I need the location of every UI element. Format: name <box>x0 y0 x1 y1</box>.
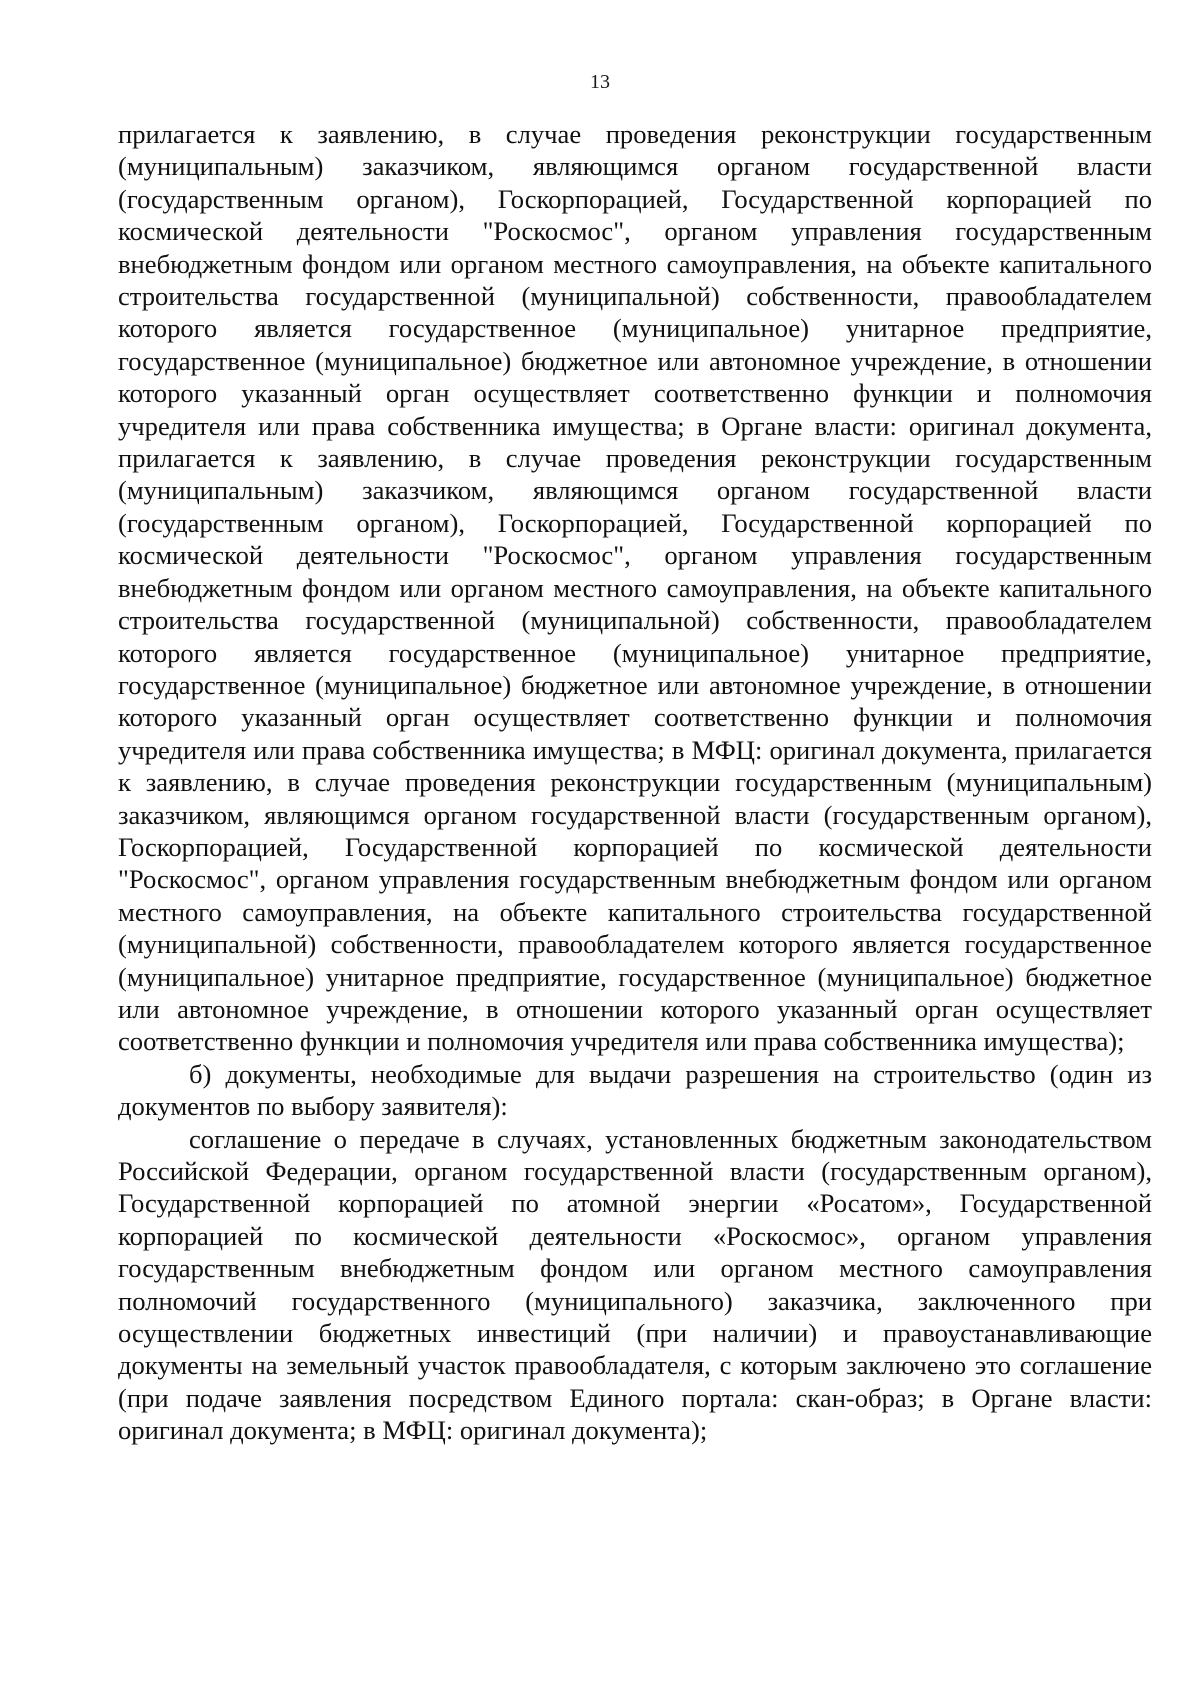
paragraph-item-b: б) документы, необходимые для выдачи разрешения на строительство (один из документов по выбору заявителя): <box>118 1058 1152 1122</box>
page-number: 13 <box>590 71 610 93</box>
document-body <box>118 118 1152 1447</box>
paragraph-agreement: соглашение о передаче в случаях, установленных бюджетным законодательством Российской Федерации, органом государственной власти (государственным органом), Государственной корпорацией по атомной энергии «Росатом», Государственной корпорацией по космической деятельности «Роскосмос», органом управления государственным внебюджетным фондом или органом местного самоуправления полномочий государственного (муниципального) заказчика, заключенного при осуществлении бюджетных инвестиций (при наличии) и правоустанавливающие документы на земельный участок правообладателя, с которым заключено это соглашение (при подаче заявления посредством Единого портала: скан-образ; в Органе власти: оригинал документа; в МФЦ: оригинал документа); <box>118 1123 1152 1446</box>
paragraph-continuation: прилагается к заявлению, в случае проведения реконструкции государственным (муниципальным) заказчиком, являющимся органом государственной власти (государственным органом), Госкорпорацией, Государственной корпорацией по космической деятельности "Роскосмос", органом управления государственным внебюджетным фондом или органом местного самоуправления, на объекте капитального строительства государственной (муниципальной) собственности, правообладателем которого является государственное (муниципальное) унитарное предприятие, государственное (муниципальное) бюджетное или автономное учреждение, в отношении которого указанный орган осуществляет соответственно функции и полномочия учредителя или права собственника имущества; в Органе власти: оригинал документа, прилагается к заявлению, в случае проведения реконструкции государственным (муниципальным) заказчиком, являющимся органом государственной власти (государственным органом), Госкорпорацией, Государственной корпорацией по космической деятельности "Роскосмос", органом управления государственным внебюджетным фондом или органом местного самоуправления, на объекте капитального строительства государственной (муниципальной) собственности, правообладателем которого является государственное (муниципальное) унитарное предприятие, государственное (муниципальное) бюджетное или автономное учреждение, в отношении которого указанный орган осуществляет соответственно функции и полномочия учредителя или права собственника имущества; в МФЦ: оригинал документа, прилагается к заявлению, в случае проведения реконструкции государственным (муниципальным) заказчиком, являющимся органом государственной власти (государственным органом), Госкорпорацией, Государственной корпорацией по космической деятельности "Роскосмос", органом управления государственным внебюджетным фондом или органом местного самоуправления, на объекте капитального строительства государственной (муниципальной) собственности, правообладателем которого является государственное (муниципальное) унитарное предприятие, государственное (муниципальное) бюджетное или автономное учреждение, в отношении которого указанный орган осуществляет соответственно функции и полномочия учредителя или права собственника имущества); <box>118 119 1152 1057</box>
